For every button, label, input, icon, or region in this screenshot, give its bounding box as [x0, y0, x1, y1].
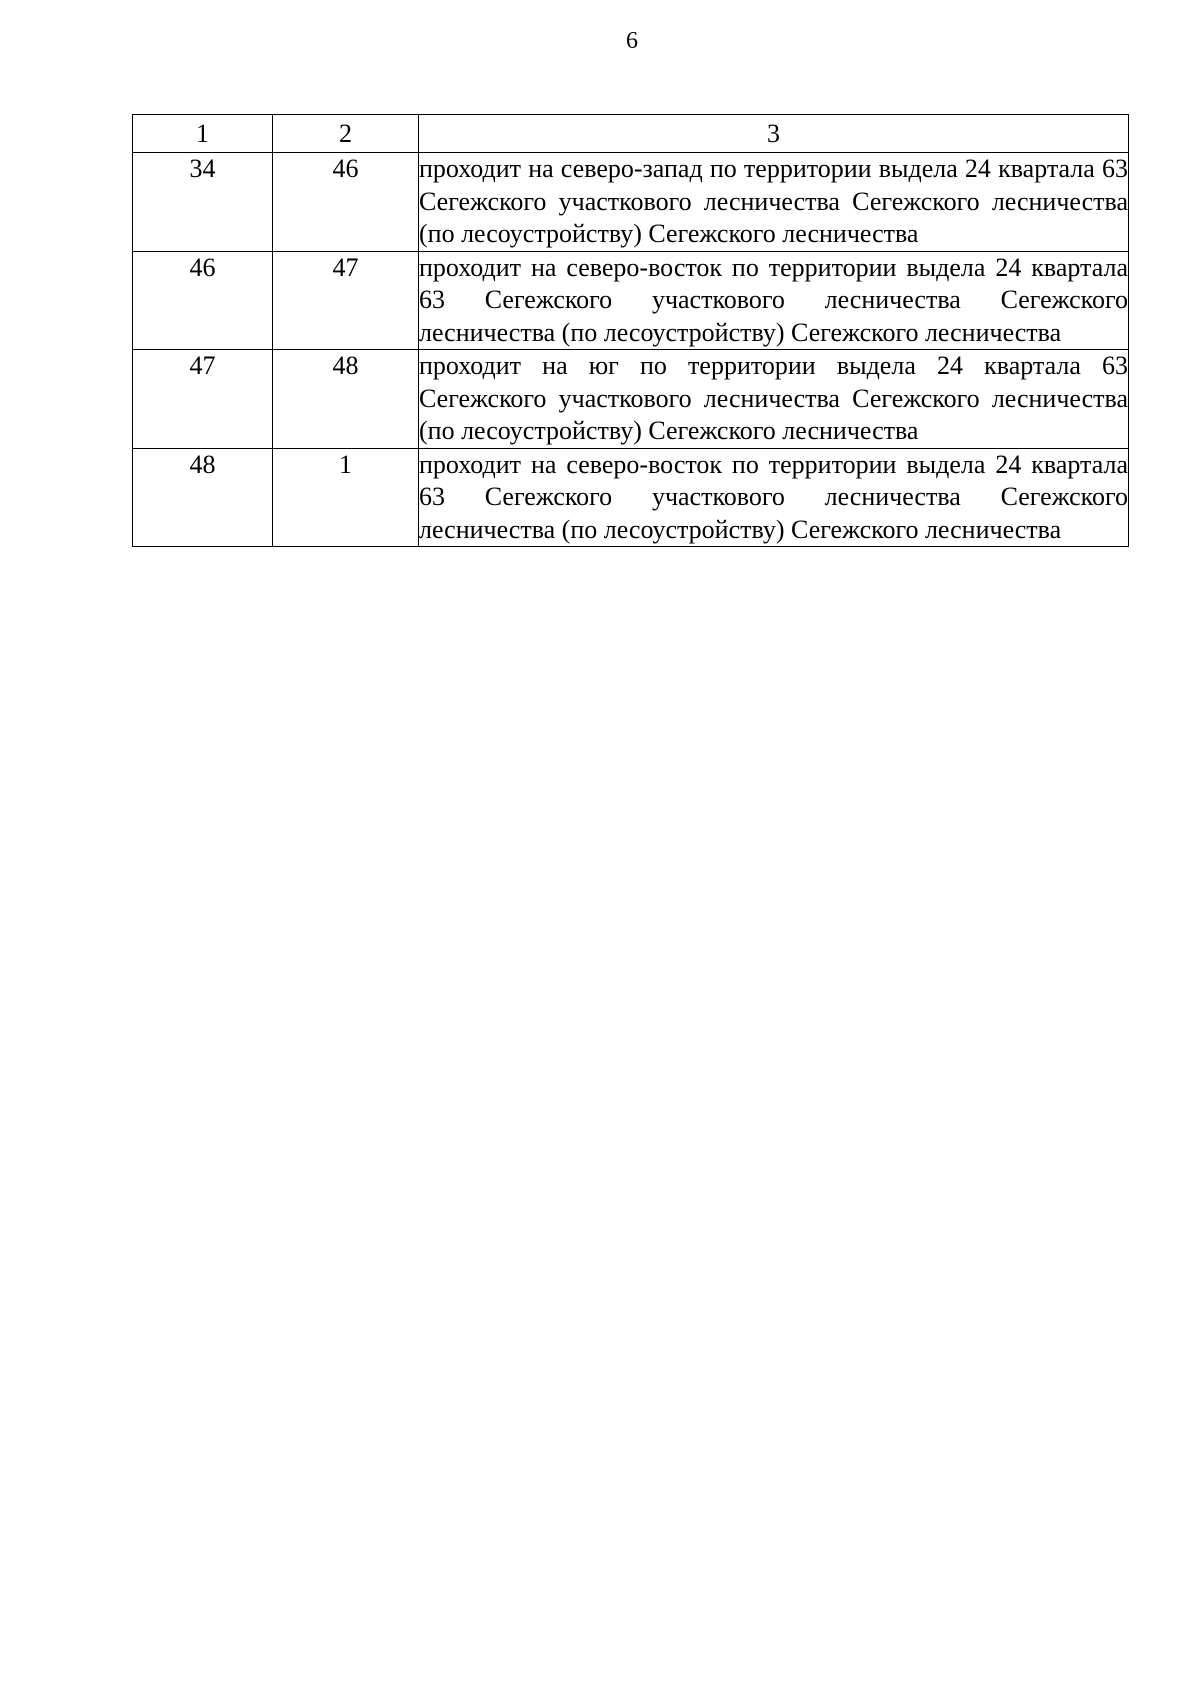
from-point-cell: 47	[133, 350, 273, 449]
to-point-cell: 47	[273, 251, 419, 350]
table-header	[133, 115, 1129, 153]
from-point-cell: 46	[133, 251, 273, 350]
boundary-description-cell: проходит на северо-восток по территории выдела 24 квартала 63 Сегежского участкового лесничества Сегежского лесничества (по лесоустройству) Сегежского лесничества	[419, 251, 1129, 350]
boundary-description-cell: проходит на северо-запад по территории выдела 24 квартала 63 Сегежского участкового лесничества Сегежского лесничества (по лесоустройству) Сегежского лесничества	[419, 153, 1129, 252]
from-point-cell: 48	[133, 448, 273, 547]
boundary-description-table	[132, 114, 1129, 547]
column-header-3: 3	[419, 115, 1129, 153]
column-header-2: 2	[273, 115, 419, 153]
boundary-description-cell: проходит на северо-восток по территории выдела 24 квартала 63 Сегежского участкового лесничества Сегежского лесничества (по лесоустройству) Сегежского лесничества	[419, 448, 1129, 547]
table-row	[133, 350, 1129, 449]
table-row	[133, 153, 1129, 252]
to-point-cell: 48	[273, 350, 419, 449]
table-row	[133, 251, 1129, 350]
to-point-cell: 46	[273, 153, 419, 252]
to-point-cell: 1	[273, 448, 419, 547]
table-body	[133, 153, 1129, 547]
page-number: 6	[626, 28, 638, 54]
header-row	[133, 115, 1129, 153]
column-header-1: 1	[133, 115, 273, 153]
boundary-description-cell: проходит на юг по территории выдела 24 квартала 63 Сегежского участкового лесничества Сегежского лесничества (по лесоустройству) Сегежского лесничества	[419, 350, 1129, 449]
table-row	[133, 448, 1129, 547]
from-point-cell: 34	[133, 153, 273, 252]
